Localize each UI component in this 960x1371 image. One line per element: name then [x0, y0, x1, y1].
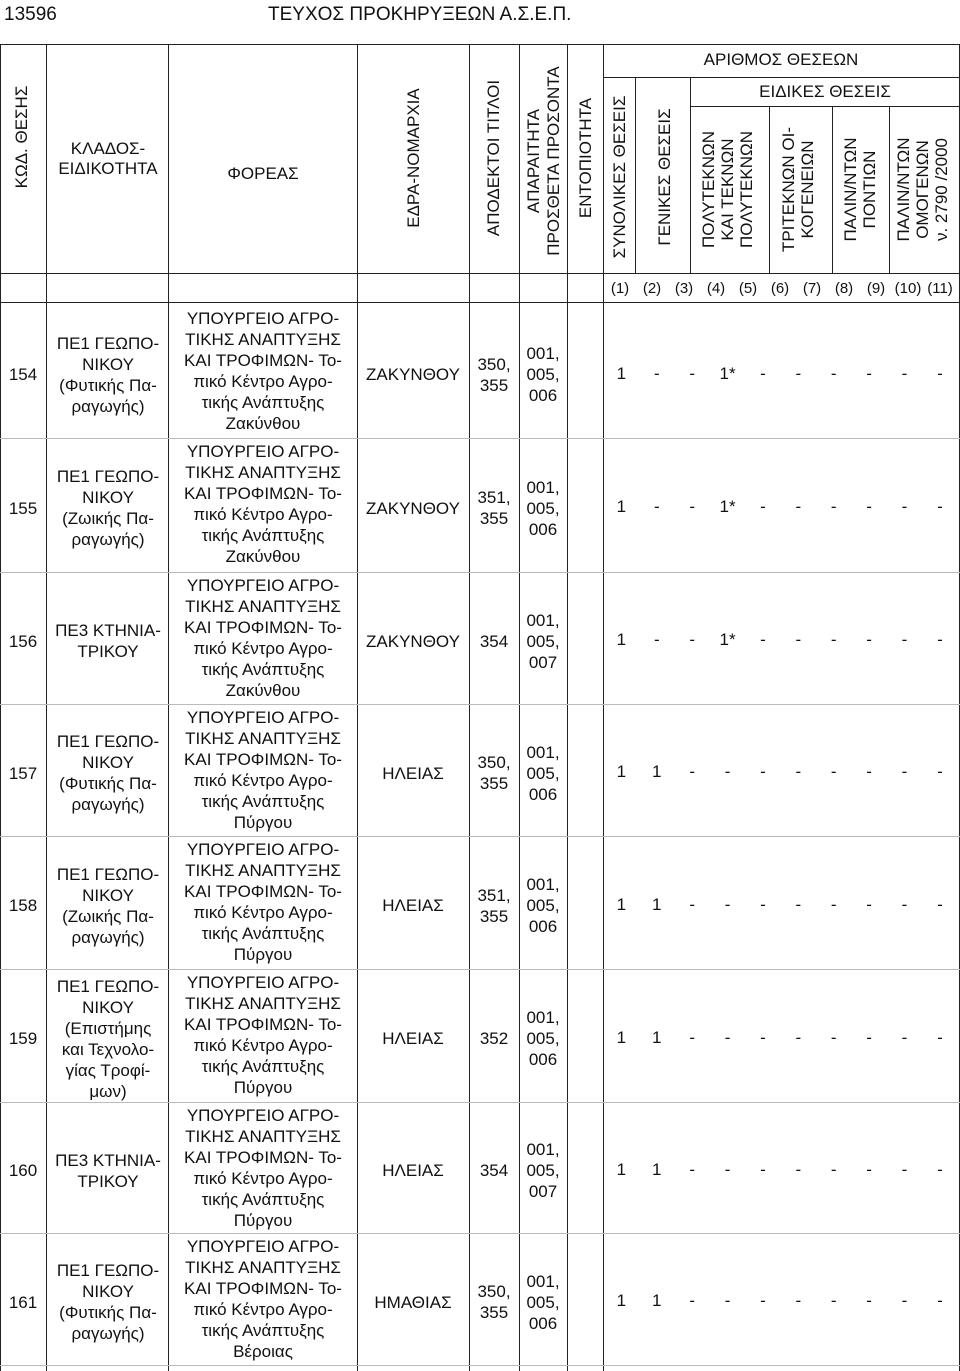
position-count: - [653, 497, 660, 516]
position-count: - [689, 894, 695, 914]
specialty-line: (Φυτικής Πα- [59, 375, 157, 395]
position-count: - [937, 363, 943, 383]
position-count: - [901, 894, 908, 914]
position-code: 156 [8, 631, 38, 651]
position-count: - [830, 1159, 837, 1179]
specialty-line: ΠΕ1 ΓΕΩΠΟ- [56, 864, 160, 884]
position-values [570, 1160, 956, 1180]
extra-qualifications-cell [520, 610, 566, 673]
extra-qualifications-cell [520, 477, 566, 540]
specialty-line: ΤΡΙΚΟΥ [77, 1171, 139, 1191]
seat-cell: ΗΛΕΙΑΣ [382, 763, 444, 783]
position-values [570, 1291, 956, 1311]
specialty-line: ΠΕ3 ΚΤΗΝΙΑ- [55, 1150, 161, 1170]
qualification-code: 005, [526, 631, 560, 651]
row-divider [0, 836, 960, 837]
row-divider [0, 704, 960, 705]
agency-cell [170, 707, 356, 833]
specialty-line: ραγωγής) [71, 530, 145, 549]
qualification-code: 006 [528, 1050, 558, 1069]
title-code: 350, [477, 753, 511, 772]
agency-line: ΚΑΙ ΤΡΟΦΙΜΩΝ- Το- [184, 750, 342, 769]
agency-line: τικής Ανάπτυξης [201, 393, 325, 412]
agency-cell [170, 1105, 356, 1231]
row-divider [0, 1365, 960, 1366]
position-count: 1 [652, 1027, 662, 1047]
header-code: ΚΩΔ. ΘΕΣΗΣ [12, 85, 31, 189]
position-count: - [901, 497, 908, 516]
position-count: - [760, 630, 766, 649]
position-count: - [866, 1159, 872, 1179]
qualification-code: 005, [526, 1029, 560, 1048]
qualification-code: 005, [526, 1292, 560, 1312]
agency-line: ΥΠΟΥΡΓΕΙΟ ΑΓΡΟ- [186, 840, 340, 859]
specialty-line: (Ζωικής Πα- [62, 906, 154, 926]
qualification-code: 001, [526, 1140, 560, 1159]
row-divider [0, 1233, 960, 1234]
specialty-line: και Τεχνολο- [61, 1039, 155, 1059]
position-count: 1 [652, 894, 662, 914]
agency-line: πικό Κέντρο Αγρο- [193, 372, 333, 391]
agency-line: πικό Κέντρο Αγρο- [193, 639, 333, 658]
qualification-code: 005, [526, 1161, 560, 1180]
agency-line: ΤΙΚΗΣ ΑΝΑΠΤΥΞΗΣ [185, 597, 341, 616]
agency-line: ΥΠΟΥΡΓΕΙΟ ΑΓΡΟ- [186, 442, 340, 461]
qualification-code: 005, [526, 365, 560, 384]
agency-line: τικής Ανάπτυξης [201, 792, 325, 811]
position-count: - [724, 1159, 731, 1179]
column-numbers: (1) (2) (3) (4) (5) (6) (7) (8) (9) (10) (11) [610, 280, 953, 297]
specialty-line: ΝΙΚΟΥ [82, 488, 134, 507]
position-count: - [795, 1291, 802, 1310]
agency-line: ΤΙΚΗΣ ΑΝΑΠΤΥΞΗΣ [185, 1127, 341, 1146]
position-count: 1 [616, 762, 627, 781]
specialty-line: ΝΙΚΟΥ [82, 354, 134, 374]
row-divider [0, 572, 960, 573]
agency-cell [170, 575, 356, 701]
titles-cell [470, 487, 518, 529]
position-count: - [760, 762, 766, 781]
title-code: 355 [479, 1303, 509, 1322]
position-count: 1 [616, 630, 627, 649]
agency-line: ΤΙΚΗΣ ΑΝΑΠΤΥΞΗΣ [185, 861, 341, 880]
seat-cell: ΗΛΕΙΑΣ [382, 1029, 444, 1048]
page-header [0, 0, 960, 32]
position-count: - [689, 497, 695, 516]
position-count: 1 [616, 363, 627, 383]
position-count: - [830, 762, 837, 781]
specialty-line: ραγωγής) [71, 396, 145, 416]
position-count: 1 [616, 1159, 627, 1179]
agency-line: τικής Ανάπτυξης [201, 924, 325, 943]
page-number: 13596 [4, 4, 57, 25]
title-code: 355 [479, 774, 509, 793]
specialty-line: ΝΙΚΟΥ [82, 997, 134, 1017]
agency-line: Βέροιας [233, 1342, 293, 1361]
agency-line: ΤΙΚΗΣ ΑΝΑΠΤΥΞΗΣ [185, 994, 341, 1013]
specialty-line: ΤΡΙΚΟΥ [77, 642, 139, 661]
position-count: 1 [616, 497, 627, 516]
specialty-line: ΠΕ3 ΚΤΗΝΙΑ- [55, 621, 161, 640]
locality-value [570, 630, 602, 650]
agency-line: Ζακύνθου [225, 547, 301, 566]
agency-line: ΚΑΙ ΤΡΟΦΙΜΩΝ- Το- [184, 351, 342, 370]
agency-line: πικό Κέντρο Αγρο- [193, 1169, 333, 1188]
qualification-code: 007 [528, 1182, 558, 1201]
position-code: 155 [8, 498, 38, 518]
qualification-code: 001, [526, 1271, 560, 1291]
specialty-line: (Επιστήμης [64, 1018, 152, 1038]
position-count: - [937, 1027, 943, 1047]
agency-line: ΤΙΚΗΣ ΑΝΑΠΤΥΞΗΣ [185, 463, 341, 482]
extra-qualifications-cell [520, 1139, 566, 1202]
position-count: - [653, 363, 660, 383]
position-count: 1* [719, 363, 736, 383]
position-count: - [760, 1291, 766, 1310]
titles-cell [470, 1028, 518, 1049]
locality-value [570, 497, 602, 517]
locality-value [570, 1028, 602, 1048]
position-count: 1* [719, 497, 736, 516]
position-count: - [830, 894, 837, 914]
header-locality: ΕΝΤΟΠΙΟΤΗΤΑ [576, 97, 595, 219]
title-code: 355 [479, 906, 509, 926]
position-count: - [653, 630, 660, 649]
position-count: - [795, 363, 802, 383]
qualification-code: 006 [528, 1313, 558, 1333]
specialty-line: ΝΙΚΟΥ [82, 885, 134, 905]
specialty-line: ραγωγής) [71, 1324, 145, 1343]
specialty-line: μων) [89, 1081, 127, 1101]
agency-line: ΚΑΙ ΤΡΟΦΙΜΩΝ- Το- [184, 618, 342, 637]
specialty-line: ΠΕ1 ΓΕΩΠΟ- [56, 333, 160, 353]
title-code: 350, [477, 354, 511, 374]
position-count: - [937, 1291, 943, 1310]
header-pontic: ΠΑΛΙΝ/ΝΤΩΝ ΠΟΝΤΙΩΝ [841, 137, 879, 242]
qualification-code: 006 [528, 784, 558, 804]
position-count: - [901, 1159, 908, 1179]
title-code: 352 [479, 1029, 509, 1048]
agency-cell [170, 308, 356, 434]
agency-line: Ζακύνθου [225, 414, 301, 433]
titles-cell [470, 885, 518, 927]
title-code: 355 [479, 375, 509, 395]
agency-line: τικής Ανάπτυξης [201, 1057, 325, 1076]
position-count: - [689, 1291, 695, 1310]
agency-line: Πύργου [233, 945, 293, 964]
agency-line: ΥΠΟΥΡΓΕΙΟ ΑΓΡΟ- [186, 973, 340, 992]
position-count: - [760, 894, 766, 914]
seat-cell: ΖΑΚΥΝΘΟΥ [366, 498, 460, 518]
position-count: - [937, 630, 943, 649]
extra-qualifications-cell [520, 874, 566, 937]
title-code: 354 [479, 1161, 509, 1180]
specialty-line: ραγωγής) [71, 795, 145, 814]
position-count: - [901, 363, 908, 383]
position-count: - [760, 497, 766, 516]
header-titles: ΑΠΟΔΕΚΤΟΙ ΤΙΤΛΟΙ [484, 79, 503, 237]
header-three-children: ΤΡΙΤΕΚΝΩΝ ΟΙ- ΚΟΓΕΝΕΙΩΝ [779, 126, 817, 253]
position-code: 160 [8, 1161, 38, 1180]
qualification-code: 001, [526, 742, 560, 762]
locality-value [570, 1160, 602, 1180]
specialty-line: ΠΕ1 ΓΕΩΠΟ- [56, 732, 160, 751]
position-count: - [901, 1291, 908, 1310]
specialty-cell [48, 731, 168, 815]
title-code: 351, [477, 885, 511, 905]
agency-line: ΥΠΟΥΡΓΕΙΟ ΑΓΡΟ- [186, 1237, 340, 1256]
position-count: 1 [652, 1291, 662, 1310]
agency-line: ΚΑΙ ΤΡΟΦΙΜΩΝ- Το- [184, 1279, 342, 1298]
titles-cell [470, 631, 518, 652]
agency-line: ΥΠΟΥΡΓΕΙΟ ΑΓΡΟ- [186, 309, 340, 328]
specialty-cell [48, 976, 168, 1102]
specialty-cell [48, 1150, 168, 1192]
agency-line: ΤΙΚΗΣ ΑΝΑΠΤΥΞΗΣ [185, 729, 341, 748]
titles-cell [470, 1160, 518, 1181]
extra-qualifications-cell [520, 343, 566, 406]
agency-line: ΚΑΙ ΤΡΟΦΙΜΩΝ- Το- [184, 1015, 342, 1034]
locality-value [570, 762, 602, 782]
specialty-cell [48, 1260, 168, 1344]
position-count: - [795, 497, 802, 516]
agency-line: ΚΑΙ ΤΡΟΦΙΜΩΝ- Το- [184, 1148, 342, 1167]
position-values [570, 1028, 956, 1048]
titles-cell [470, 752, 518, 794]
specialty-line: ΝΙΚΟΥ [82, 1282, 134, 1301]
position-count: - [760, 363, 766, 383]
titles-cell [470, 1281, 518, 1323]
header-general: ΓΕΝΙΚΕΣ ΘΕΣΕΙΣ [655, 108, 674, 246]
seat-cell: ΗΛΕΙΑΣ [382, 1161, 444, 1180]
qualification-code: 001, [526, 1008, 560, 1027]
qualification-code: 001, [526, 875, 560, 894]
position-count: - [830, 630, 837, 649]
position-count: 1 [616, 1291, 627, 1310]
agency-line: ΥΠΟΥΡΓΕΙΟ ΑΓΡΟ- [186, 1106, 340, 1125]
locality-value [570, 895, 602, 915]
locality-value [570, 364, 602, 384]
agency-line: πικό Κέντρο Αγρο- [193, 903, 333, 922]
issue-title: ΤΕΥΧΟΣ ΠΡΟΚΗΡΥΞΕΩΝ Α.Σ.Ε.Π. [268, 4, 572, 25]
position-count: 1 [652, 1159, 662, 1179]
qualification-code: 001, [526, 344, 560, 363]
agency-line: πικό Κέντρο Αγρο- [193, 1300, 333, 1319]
position-count: - [760, 1027, 766, 1047]
position-count: - [866, 497, 872, 516]
specialty-line: ραγωγής) [71, 927, 145, 947]
position-count: - [830, 1027, 837, 1047]
agency-line: πικό Κέντρο Αγρο- [193, 771, 333, 790]
position-count: - [795, 762, 802, 781]
header-special-positions: ΕΙΔΙΚΕΣ ΘΕΣΕΙΣ [759, 82, 891, 101]
seat-cell: ΗΛΕΙΑΣ [382, 896, 444, 915]
agency-line: Πύργου [233, 1211, 293, 1230]
agency-line: ΚΑΙ ΤΡΟΦΙΜΩΝ- Το- [184, 484, 342, 503]
qualification-code: 005, [526, 896, 560, 915]
qualification-code: 001, [526, 477, 560, 497]
agency-line: ΤΙΚΗΣ ΑΝΑΠΤΥΞΗΣ [185, 330, 341, 349]
title-code: 355 [479, 509, 509, 528]
row-divider [0, 1102, 960, 1103]
agency-line: τικής Ανάπτυξης [201, 1321, 325, 1340]
agency-cell [170, 972, 356, 1098]
position-count: - [689, 762, 695, 781]
agency-line: Ζακύνθου [225, 681, 301, 700]
row-divider [0, 969, 960, 970]
header-omogeneis: ΠΑΛΙΝ/ΝΤΩΝ ΟΜΟΓΕΝΩΝ ν. 2790 /2000 [894, 137, 951, 242]
title-code: 351, [477, 488, 511, 507]
positions-table [0, 44, 960, 1371]
position-values [570, 364, 956, 384]
header-agency: ΦΟΡΕΑΣ [227, 164, 299, 183]
position-code: 157 [8, 763, 38, 783]
position-count: 1 [616, 894, 627, 914]
header-large-families: ΠΟΛΥΤΕΚΝΩΝ ΚΑΙ ΤΕΚΝΩΝ ΠΟΛΥΤΕΚΝΩΝ [699, 131, 756, 248]
agency-line: ΚΑΙ ΤΡΟΦΙΜΩΝ- Το- [184, 882, 342, 901]
agency-cell [170, 1236, 356, 1362]
position-values [570, 762, 956, 782]
position-count: - [866, 1291, 872, 1310]
position-count: - [937, 1159, 943, 1179]
agency-line: Πύργου [233, 1078, 293, 1097]
qualification-code: 006 [528, 386, 558, 405]
position-count: - [866, 1027, 872, 1047]
position-count: - [689, 1027, 695, 1047]
locality-value [570, 1291, 602, 1311]
agency-cell [170, 839, 356, 965]
agency-line: πικό Κέντρο Αγρο- [193, 1036, 333, 1055]
specialty-cell [48, 333, 168, 417]
position-count: - [689, 1159, 695, 1179]
position-count: - [830, 497, 837, 516]
qualification-code: 006 [528, 917, 558, 936]
agency-line: τικής Ανάπτυξης [201, 526, 325, 545]
position-count: - [866, 630, 872, 649]
title-code: 354 [479, 631, 509, 651]
position-count: - [866, 894, 872, 914]
header-number-of-positions: ΑΡΙΘΜΟΣ ΘΕΣΕΩΝ [703, 50, 859, 69]
position-count: - [689, 363, 695, 383]
qualification-code: 006 [528, 519, 558, 539]
title-code: 350, [477, 1282, 511, 1301]
qualification-code: 005, [526, 498, 560, 518]
agency-line: ΥΠΟΥΡΓΕΙΟ ΑΓΡΟ- [186, 708, 340, 727]
position-count: - [866, 762, 872, 781]
header-extra: ΑΠΑΡΑΙΤΗΤΑ ΠΡΟΣΘΕΤΑ ΠΡΟΣΟΝΤΑ [524, 66, 563, 256]
position-count: - [689, 630, 695, 649]
agency-line: Πύργου [233, 813, 293, 832]
position-count: - [795, 1027, 802, 1047]
header-seat: ΕΔΡΑ-ΝΟΜΑΡΧΙΑ [404, 88, 423, 228]
position-count: - [795, 630, 802, 649]
specialty-line: ΝΙΚΟΥ [82, 753, 134, 772]
position-count: 1* [719, 630, 736, 649]
seat-cell: ΖΑΚΥΝΘΟΥ [366, 365, 460, 384]
specialty-line: (Φυτικής Πα- [59, 1303, 157, 1322]
extra-qualifications-cell [520, 1271, 566, 1334]
position-count: - [937, 497, 943, 516]
position-values [570, 497, 956, 517]
specialty-cell [48, 466, 168, 550]
qualification-code: 005, [526, 763, 560, 783]
agency-line: τικής Ανάπτυξης [201, 1190, 325, 1209]
position-code: 159 [8, 1029, 38, 1048]
specialty-line: γίας Τροφί- [65, 1060, 151, 1080]
position-count: - [830, 1291, 837, 1310]
position-count: - [795, 1159, 802, 1179]
position-count: - [901, 762, 908, 781]
position-count: - [937, 762, 943, 781]
position-code: 158 [8, 896, 38, 915]
position-values [570, 895, 956, 915]
position-count: - [901, 630, 908, 649]
specialty-line: ΠΕ1 ΓΕΩΠΟ- [56, 1261, 160, 1280]
agency-line: τικής Ανάπτυξης [201, 660, 325, 679]
position-count: - [901, 1027, 908, 1047]
position-count: - [724, 1291, 731, 1310]
position-count: 1 [652, 762, 662, 781]
qualification-code: 001, [526, 610, 560, 630]
qualification-code: 007 [528, 652, 558, 672]
position-code: 154 [8, 365, 38, 384]
position-count: 1 [616, 1027, 627, 1047]
specialty-line: ΠΕ1 ΓΕΩΠΟ- [56, 976, 160, 996]
agency-line: ΥΠΟΥΡΓΕΙΟ ΑΓΡΟ- [186, 576, 340, 595]
position-count: - [937, 894, 943, 914]
agency-line: πικό Κέντρο Αγρο- [193, 505, 333, 524]
specialty-line: (Φυτικής Πα- [59, 774, 157, 793]
specialty-line: ΠΕ1 ΓΕΩΠΟ- [56, 467, 160, 486]
header-total: ΣΥΝΟΛΙΚΕΣ ΘΕΣΕΙΣ [610, 95, 629, 259]
row-divider [0, 438, 960, 439]
position-code: 161 [8, 1292, 38, 1312]
position-count: - [866, 363, 872, 383]
specialty-cell [48, 620, 168, 662]
extra-qualifications-cell [520, 742, 566, 805]
position-count: - [795, 894, 802, 914]
position-count: - [724, 762, 731, 781]
seat-cell: ΗΜΑΘΙΑΣ [374, 1292, 452, 1312]
titles-cell [470, 354, 518, 396]
specialty-cell [48, 864, 168, 948]
extra-qualifications-cell [520, 1007, 566, 1070]
position-count: - [724, 1027, 731, 1047]
position-count: - [724, 894, 731, 914]
agency-line: ΤΙΚΗΣ ΑΝΑΠΤΥΞΗΣ [185, 1258, 341, 1277]
specialty-line: (Ζωικής Πα- [62, 509, 154, 528]
position-values [570, 630, 956, 650]
position-count: - [830, 363, 837, 383]
agency-cell [170, 441, 356, 567]
header-specialty: ΚΛΑΔΟΣ- ΕΙΔΙΚΟΤΗΤΑ [58, 139, 158, 178]
seat-cell: ΖΑΚΥΝΘΟΥ [366, 631, 460, 651]
position-count: - [760, 1159, 766, 1179]
